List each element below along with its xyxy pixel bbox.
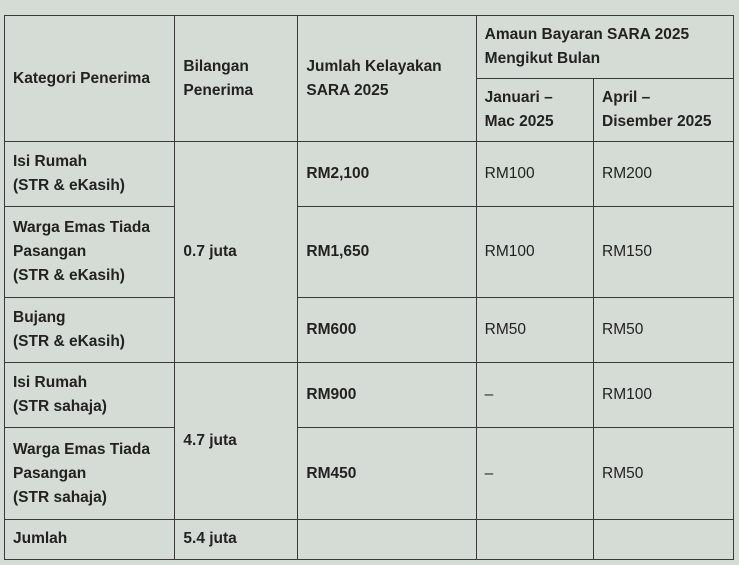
eligibility-cell: RM2,100: [298, 142, 476, 207]
sara-2025-table: [4, 15, 734, 560]
apr-dec-cell: RM200: [594, 142, 734, 207]
table-row: [5, 206, 734, 298]
table-row: [5, 142, 734, 207]
empty-cell: [594, 519, 734, 559]
apr-dec-cell: RM100: [594, 363, 734, 428]
total-label: Jumlah: [5, 519, 175, 559]
jan-mar-cell: RM50: [476, 298, 593, 363]
category-cell: Isi Rumah (STR sahaja): [5, 363, 175, 428]
header-eligibility: Jumlah Kelayakan SARA 2025: [298, 16, 476, 142]
recipients-cell: 0.7 juta: [175, 142, 298, 363]
empty-cell: [298, 519, 476, 559]
jan-mar-cell: –: [476, 428, 593, 520]
header-payment-group: Amaun Bayaran SARA 2025 Mengikut Bulan: [476, 16, 733, 79]
eligibility-cell: RM900: [298, 363, 476, 428]
category-cell: Isi Rumah (STR & eKasih): [5, 142, 175, 207]
category-cell: Warga Emas Tiada Pasangan (STR sahaja): [5, 428, 175, 520]
category-cell: Warga Emas Tiada Pasangan (STR & eKasih): [5, 206, 175, 298]
category-cell: Bujang (STR & eKasih): [5, 298, 175, 363]
header-category: Kategori Penerima: [5, 16, 175, 142]
apr-dec-cell: RM150: [594, 206, 734, 298]
apr-dec-cell: RM50: [594, 298, 734, 363]
empty-cell: [476, 519, 593, 559]
header-apr-dec: April – Disember 2025: [594, 79, 734, 142]
jan-mar-cell: RM100: [476, 142, 593, 207]
recipients-cell: 4.7 juta: [175, 363, 298, 519]
eligibility-cell: RM450: [298, 428, 476, 520]
eligibility-cell: RM1,650: [298, 206, 476, 298]
header-recipients: Bilangan Penerima: [175, 16, 298, 142]
jan-mar-cell: RM100: [476, 206, 593, 298]
table-row: [5, 298, 734, 363]
total-row: [5, 519, 734, 559]
table-row: [5, 428, 734, 520]
total-recipients: 5.4 juta: [175, 519, 298, 559]
header-jan-mar: Januari – Mac 2025: [476, 79, 593, 142]
jan-mar-cell: –: [476, 363, 593, 428]
table-row: [5, 363, 734, 428]
eligibility-cell: RM600: [298, 298, 476, 363]
apr-dec-cell: RM50: [594, 428, 734, 520]
